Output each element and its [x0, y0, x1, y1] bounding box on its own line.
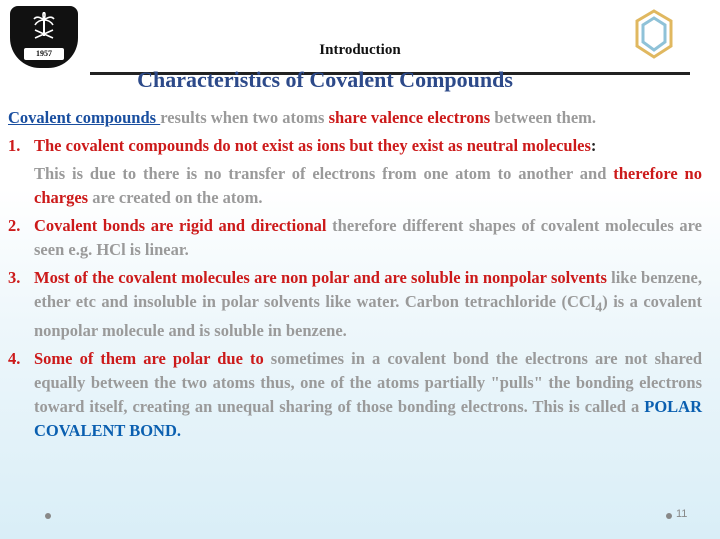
intro-paragraph: [8, 106, 702, 130]
list-item-3: [8, 266, 702, 343]
list-item-2: [8, 214, 702, 262]
item-number: 1.: [8, 136, 21, 155]
item-3-subscript: 4: [595, 299, 603, 315]
item-1-sub-red: therefore no charges: [34, 164, 702, 207]
page-number: 11: [676, 508, 688, 520]
item-1-red: The covalent compounds do not exist as ions but they exist as neutral molecules: [34, 136, 591, 155]
item-1-explanation: [34, 162, 702, 210]
item-number: 3.: [8, 268, 21, 287]
list-item-4: [8, 347, 702, 443]
slide-content: [8, 106, 702, 443]
item-4-blue: POLAR COVALENT BOND.: [34, 397, 702, 441]
item-4-tail: sometimes in a covalent bond the electrons are not shared equally between the two atoms thus, one of the atoms partially "pulls" the bonding electrons toward itself, creating an unequal sharing of those bonding electrons. This is called a: [34, 349, 702, 417]
item-2-red: Covalent bonds are rigid and directional: [34, 216, 327, 235]
intro-text-2: between them.: [490, 108, 597, 127]
item-4-red: Some of them are polar due to: [34, 349, 264, 369]
item-3-red: Most of the covalent molecules are non polar and are soluble in nonpolar solvents: [34, 268, 607, 287]
slide-title: Characteristics of Covalent Compounds: [137, 67, 513, 92]
intro-text-1: results when two atoms: [160, 108, 329, 127]
list-item-1: [8, 134, 702, 158]
item-1-tail: :: [590, 136, 597, 155]
item-1-sub-text-1: This is due to there is no transfer of electrons from one atom to another and: [34, 164, 614, 183]
item-number: 4.: [8, 349, 21, 369]
item-3-tail-2: ) is a covalent nonpolar molecule and is soluble in benzene.: [34, 292, 702, 341]
footer-bullet-left: [45, 513, 51, 519]
palm-swords-icon: [32, 12, 56, 40]
item-3-tail-1: like benzene, ether etc and insoluble in polar solvents like water. Carbon tetrachloride (CCl: [34, 268, 703, 311]
intro-highlight: share valence electrons: [328, 108, 491, 127]
logo-year: 1957: [24, 48, 64, 60]
term-link[interactable]: Covalent compounds: [8, 108, 161, 127]
item-number: 2.: [8, 216, 21, 235]
item-1-sub-text-2: are created on the atom.: [88, 188, 263, 207]
footer-bullet-right: [666, 513, 672, 519]
section-title: Introduction: [319, 42, 401, 58]
item-2-tail: therefore different shapes of covalent molecules are seen e.g. HCl is linear.: [34, 216, 702, 259]
